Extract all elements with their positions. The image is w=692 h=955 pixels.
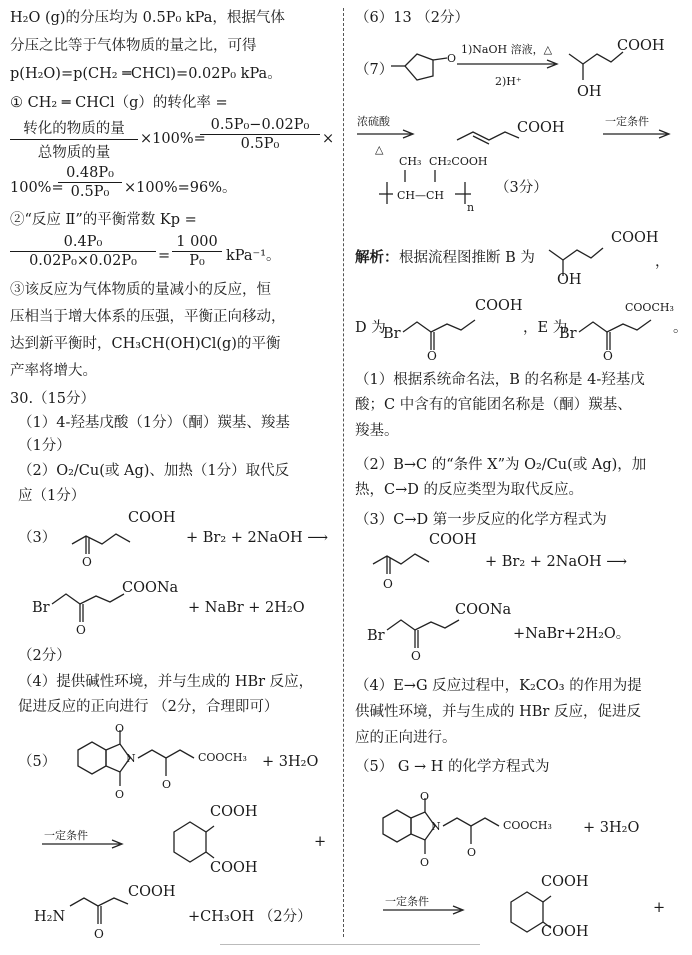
reaction-arrow [455, 58, 565, 70]
analysis-line: 酸；C 中含有的官能团名称是（酮）羰基、 [355, 397, 632, 413]
reaction-arrow [355, 128, 419, 140]
formula-cooh: COOH [611, 230, 659, 246]
answer-line: 促进反应的正向进行 （2分，合理即可） [18, 699, 279, 715]
formula-cooh: COOH [210, 804, 258, 820]
products-text: +CH₃OH （2分） [188, 909, 312, 925]
score: （3分） [495, 180, 548, 196]
svg-text:O: O [411, 649, 421, 662]
reactants-text: + 3H₂O [583, 820, 640, 836]
text-line: ×100%=96%。 [124, 180, 237, 196]
fraction-denominator: 0.02P₀×0.02P₀ [29, 253, 137, 269]
svg-text:N: N [431, 820, 441, 833]
formula-ester: COOCH₃ [198, 751, 247, 764]
fraction-conversion [10, 117, 138, 162]
fraction-ratio [58, 165, 122, 200]
reaction-condition: 2)H⁺ [495, 75, 522, 88]
text-line: ① CH₂ ═ CHCl（g）的转化率 = [10, 95, 228, 111]
answer-label: （3） [18, 530, 57, 546]
punctuation: 。 [673, 320, 688, 336]
formula-cooh: COOH [128, 884, 176, 900]
answer-label: （5） [18, 754, 57, 770]
svg-text:O: O [162, 778, 172, 791]
reaction-condition: 一定条件 [44, 829, 88, 842]
operator: = [158, 248, 171, 264]
operator: ×100%= [140, 131, 206, 147]
reaction-condition: 一定条件 [605, 115, 649, 128]
formula-cooh: COOH [617, 38, 665, 54]
fraction-numerator: 转化的物质的量 [23, 121, 125, 137]
fraction-result [172, 234, 222, 269]
text-line: 分压之比等于气体物质的量之比，可得 [10, 38, 257, 54]
reactants-text: + Br₂ + 2NaOH ⟶ [186, 530, 329, 546]
analysis-line: （2）B→C 的“条件 X”为 O₂/Cu(或 Ag)，加 [355, 457, 647, 473]
fraction-denominator: 0.5P₀ [70, 184, 110, 200]
text-line: p(H₂O)=p(CH₂ ═CHCl)=0.02P₀ kPa。 [10, 66, 282, 82]
analysis-label: 解析： [355, 249, 399, 266]
analysis-line: 供碱性环境，并与生成的 HBr 反应，促进反 [355, 704, 641, 720]
answer-line: 应（1分） [18, 488, 86, 504]
answer-line: （1）4-羟基戊酸（1分）（酮）羰基、羧基 [18, 415, 290, 431]
text-line: 产率将增大。 [10, 363, 97, 379]
formula-oh: OH [577, 84, 602, 100]
fraction-denominator: P₀ [189, 253, 205, 269]
svg-text:O: O [94, 927, 104, 941]
text-line: ②“反应 Ⅱ”的平衡常数 Kp = [10, 212, 197, 228]
svg-text:O: O [383, 577, 393, 591]
svg-text:O: O [420, 790, 430, 803]
right-column [355, 0, 688, 955]
text-line: ③该反应为气体物质的量减小的反应，恒 [10, 282, 271, 298]
reaction-condition: △ [375, 143, 384, 156]
svg-text:O: O [467, 846, 477, 859]
reaction-arrow [601, 128, 675, 140]
answer-line: （6）13 （2分） [355, 10, 470, 26]
analysis-text: 根据流程图推断 B 为 [399, 250, 535, 266]
formula-oh: OH [557, 272, 582, 288]
formula-ester: COOCH₃ [625, 301, 674, 314]
fraction-denominator: 0.5P₀ [240, 136, 280, 152]
fraction-pressure [200, 117, 320, 152]
formula-cooh: COOH [429, 532, 477, 548]
unit-text: kPa⁻¹。 [226, 248, 281, 264]
svg-text:O: O [447, 52, 457, 65]
formula-cooh: COOH [128, 510, 176, 526]
molecule-lactone [389, 44, 459, 90]
reaction-condition: 一定条件 [385, 895, 429, 908]
reactants-text: + 3H₂O [262, 754, 319, 770]
formula-cooh: COOH [475, 298, 523, 314]
plus-sign: + [653, 900, 666, 916]
operator: × [322, 131, 335, 147]
svg-text:O: O [76, 623, 86, 637]
text-line: 达到新平衡时，CH₃CH(OH)Cl(g)的平衡 [10, 336, 281, 352]
answer-line: （2）O₂/Cu(或 Ag)、加热（1分）取代反 [18, 463, 290, 479]
analysis-line: （3）C→D 第一步反应的化学方程式为 [355, 512, 607, 528]
fraction-numerator: 0.5P₀−0.02P₀ [210, 117, 310, 133]
text-line: 100%= [10, 180, 64, 196]
formula-ch3: CH₃ [399, 155, 422, 168]
formula-br: Br [367, 628, 385, 644]
fraction-numerator: 0.4P₀ [63, 234, 103, 250]
label-d: D 为 [355, 320, 386, 336]
analysis-line: （1）根据系统命名法，B 的名称是 4-羟基戊 [355, 372, 645, 388]
fraction-numerator: 0.48P₀ [66, 165, 114, 181]
analysis-line: 热，C→D 的反应类型为取代反应。 [355, 482, 583, 498]
formula-cooh: COOH [541, 874, 589, 890]
label-e: ，E 为 [523, 320, 568, 336]
reaction-condition: 浓硫酸 [357, 115, 390, 128]
formula-br: Br [32, 600, 50, 616]
formula-cooh: COOH [541, 924, 589, 940]
analysis-line: （5） G → H 的化学方程式为 [355, 759, 550, 775]
fraction-denominator: 总物质的量 [37, 145, 111, 161]
products-text: +NaBr+2H₂O。 [513, 626, 631, 642]
formula-coona: COONa [455, 602, 512, 618]
fraction-numerator: 1 000 [176, 234, 218, 250]
text-line: 压相当于增大体系的压强，平衡正向移动， [10, 309, 286, 325]
formula-br: Br [559, 326, 577, 342]
formula-ester: COOCH₃ [503, 819, 552, 832]
svg-text:O: O [82, 555, 92, 568]
reaction-arrow [381, 904, 467, 916]
reaction-arrow [40, 838, 126, 850]
formula-coona: COONa [122, 580, 179, 596]
formula-cooh: COOH [517, 120, 565, 136]
answer-label: （7） [355, 62, 394, 78]
svg-text:O: O [427, 349, 437, 362]
formula-br: Br [383, 326, 401, 342]
formula-ch2cooh: CH₂COOH [429, 155, 488, 168]
punctuation: ， [655, 254, 670, 270]
reactants-text: + Br₂ + 2NaOH ⟶ [485, 554, 628, 570]
answer-line: （4）提供碱性环境，并与生成的 HBr 反应， [18, 674, 314, 690]
svg-text:O: O [115, 788, 125, 800]
question-number: 30.（15分） [10, 391, 96, 407]
answer-line: （1分） [18, 438, 71, 454]
formula-cooh: COOH [210, 860, 258, 876]
text-line: H₂O (g)的分压均为 0.5P₀ kPa，根据气体 [10, 10, 285, 26]
svg-text:O: O [603, 349, 613, 362]
svg-text:N: N [126, 752, 136, 765]
analysis-line: （4）E→G 反应过程中，K₂CO₃ 的作用为提 [355, 678, 642, 694]
score: （2分） [18, 648, 71, 664]
page-footer-rule [220, 944, 480, 951]
plus-sign: + [314, 834, 327, 850]
fraction-kp [10, 234, 156, 269]
formula-amine: H₂N [34, 909, 66, 925]
subscript-n: n [467, 201, 475, 214]
svg-text:O: O [115, 722, 125, 735]
column-divider [343, 8, 344, 937]
analysis-line: 羧基。 [355, 423, 399, 439]
analysis-line: 应的正向进行。 [355, 730, 457, 746]
products-text: + NaBr + 2H₂O [188, 600, 305, 616]
left-column [10, 0, 335, 955]
reaction-condition: 1)NaOH 溶液，△ [461, 43, 553, 56]
formula-chch: CH—CH [397, 189, 445, 202]
svg-text:O: O [420, 856, 430, 868]
